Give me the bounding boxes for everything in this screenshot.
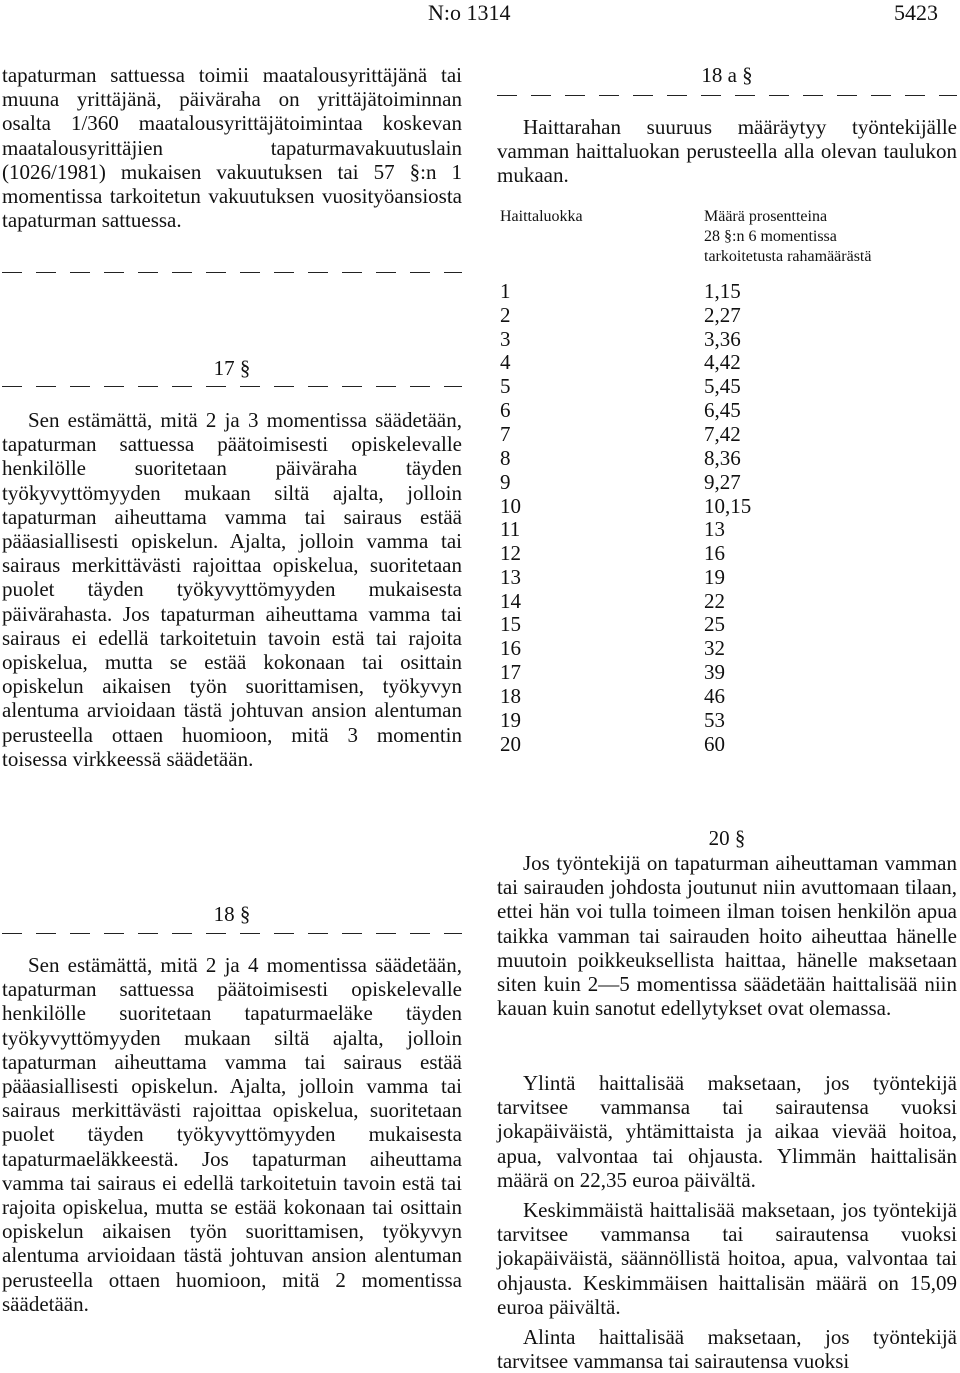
table-cell-amount: 2,27 bbox=[704, 303, 741, 327]
table-row bbox=[497, 684, 957, 708]
table-cell-amount: 1,15 bbox=[704, 279, 741, 303]
table-row bbox=[497, 446, 957, 470]
table-row bbox=[497, 374, 957, 398]
table-row bbox=[497, 541, 957, 565]
section-17-text: Sen estämättä, mitä 2 ja 3 momentissa säädetään, tapaturman sattuessa päätoimisesti opiskelevalle henkilölle suoritetaan päiväraha täyden työkyvyttömyyden mukaan siltä ajalta, jolloin tapaturman aiheuttama vamma tai sairaus estää pääasiallisesti opiskelun. Ajalta, jolloin vamma tai sairaus merkittävästi rajoittaa opiskelua, suoritetaan puolet täyden työkyvyttömyyden mukaisesta päivärahasta. Jos tapaturman aiheuttama vamma tai sairaus ei edellä tarkoitetuin tavoin estä tai rajoita opiskelua, mutta se estää kokonaan tai osittain opiskelun aikaisen työn suorittamisen, työkyvyn alentuma arvioidaan tästä johtuvan ansion alentuman perusteella ottaen huomioon, mitä 3 momentin toisessa virkkeessä säädetään. bbox=[2, 408, 462, 771]
table-cell-amount: 7,42 bbox=[704, 422, 741, 446]
section-separator bbox=[497, 89, 957, 101]
table-row bbox=[497, 732, 957, 756]
table-cell-amount: 46 bbox=[704, 684, 725, 708]
table-row bbox=[497, 327, 957, 351]
table-cell-amount: 25 bbox=[704, 612, 725, 636]
table-cell-class: 1 bbox=[500, 279, 511, 303]
table-cell-amount: 16 bbox=[704, 541, 725, 565]
section-20-title: 20 § bbox=[708, 826, 746, 850]
table-cell-class: 2 bbox=[500, 303, 511, 327]
section-20-paragraph-2: Ylintä haittalisää maksetaan, jos työntekijä tarvitsee vammansa tai sairautensa vuoksi jokapäiväistä, yhtämittaista ja aikaa vievää hoitoa, apua, valvontaa tai ohjausta. Ylimmän haittalisän määrä on 22,35 euroa päivältä. bbox=[497, 1071, 957, 1192]
table-row bbox=[497, 565, 957, 589]
table-cell-class: 7 bbox=[500, 422, 511, 446]
section-20-paragraph-1: Jos työntekijä on tapaturman aiheuttaman vamman tai sairauden johdosta joutunut niin avuttomaan tilaan, ettei hän voi tulla toimeen ilman toisen henkilön apua taikka vamman tai sairauden hoito aiheuttaa hänelle muutoin poikkeuksellista haittaa, hänelle maksetaan siten kuin 2—5 momentissa säädetään haittalisää niin kauan kuin sanotut edellytykset ovat olemassa. bbox=[497, 851, 957, 1021]
section-separator bbox=[2, 927, 462, 939]
table-cell-class: 3 bbox=[500, 327, 511, 351]
table-cell-class: 13 bbox=[500, 565, 521, 589]
table-row bbox=[497, 398, 957, 422]
table-row bbox=[497, 470, 957, 494]
table-cell-amount: 60 bbox=[704, 732, 725, 756]
table-cell-amount: 32 bbox=[704, 636, 725, 660]
table-row bbox=[497, 350, 957, 374]
table-cell-amount: 10,15 bbox=[704, 494, 752, 518]
table-header-class: Haittaluokka bbox=[500, 208, 583, 225]
section-20-paragraph-3: Keskimmäistä haittalisää maksetaan, jos työntekijä tarvitsee vammansa tai sairautensa vuoksi jokapäiväistä, säännöllistä hoitoa, apua, valvontaa tai ohjausta. Keskimmäisen haittalisän määrä on 15,09 euroa päivältä. bbox=[497, 1198, 957, 1319]
table-row bbox=[497, 517, 957, 541]
table-cell-amount: 22 bbox=[704, 589, 725, 613]
table-header-amount: tarkoitetusta rahamäärästä bbox=[704, 248, 872, 265]
table-cell-class: 17 bbox=[500, 660, 521, 684]
table-cell-class: 18 bbox=[500, 684, 521, 708]
table-cell-amount: 53 bbox=[704, 708, 725, 732]
table-cell-amount: 4,42 bbox=[704, 350, 741, 374]
table-cell-amount: 8,36 bbox=[704, 446, 741, 470]
document-number: N:o 1314 bbox=[428, 0, 511, 25]
table-cell-class: 10 bbox=[500, 494, 521, 518]
section-separator bbox=[2, 266, 462, 278]
table-cell-class: 12 bbox=[500, 541, 521, 565]
table-row bbox=[497, 589, 957, 613]
section-18-title: 18 § bbox=[213, 902, 251, 926]
table-cell-class: 20 bbox=[500, 732, 521, 756]
table-header-amount: 28 §:n 6 momentissa bbox=[704, 228, 837, 245]
table-cell-class: 11 bbox=[500, 517, 521, 541]
table-row bbox=[497, 636, 957, 660]
table-cell-amount: 13 bbox=[704, 517, 725, 541]
table-cell-amount: 9,27 bbox=[704, 470, 741, 494]
section-18a-title: 18 a § bbox=[701, 63, 753, 87]
intro-paragraph: tapaturman sattuessa toimii maatalousyrittäjänä tai muuna yrittäjänä, päiväraha on yrittäjätoiminnan osalta 1/360 maatalousyrittäjätoimintaa koskevan maatalousyrittäjien tapaturmavakuutuslain (1026/1981) mukaisen vakuutuksen tai 57 §:n 1 momentissa tarkoitetun vakuutuksen vuosityöansiosta tapaturman sattuessa. bbox=[2, 63, 462, 233]
page-number: 5423 bbox=[894, 0, 938, 25]
table-cell-class: 15 bbox=[500, 612, 521, 636]
table-header-amount: Määrä prosentteina bbox=[704, 208, 828, 225]
table-cell-amount: 5,45 bbox=[704, 374, 741, 398]
section-18a-text: Haittarahan suuruus määräytyy työntekijälle vamman haittaluokan perusteella alla olevan taulukon mukaan. bbox=[497, 115, 957, 188]
section-20-paragraph-4: Alinta haittalisää maksetaan, jos työntekijä tarvitsee vammansa tai sairautensa vuoksi bbox=[497, 1325, 957, 1373]
table-cell-class: 4 bbox=[500, 350, 511, 374]
table-cell-class: 8 bbox=[500, 446, 511, 470]
table-cell-class: 5 bbox=[500, 374, 511, 398]
table-cell-amount: 39 bbox=[704, 660, 725, 684]
table-cell-class: 9 bbox=[500, 470, 511, 494]
table-row bbox=[497, 303, 957, 327]
section-17-title: 17 § bbox=[213, 356, 251, 380]
table-cell-class: 6 bbox=[500, 398, 511, 422]
table-row bbox=[497, 494, 957, 518]
section-separator bbox=[2, 380, 462, 392]
table-row bbox=[497, 279, 957, 303]
table-row bbox=[497, 660, 957, 684]
table-cell-class: 19 bbox=[500, 708, 521, 732]
table-cell-class: 16 bbox=[500, 636, 521, 660]
table-row bbox=[497, 612, 957, 636]
table-row bbox=[497, 422, 957, 446]
table-cell-amount: 19 bbox=[704, 565, 725, 589]
table-cell-amount: 6,45 bbox=[704, 398, 741, 422]
table-row bbox=[497, 708, 957, 732]
table-cell-amount: 3,36 bbox=[704, 327, 741, 351]
section-18-text: Sen estämättä, mitä 2 ja 4 momentissa säädetään, tapaturman sattuessa päätoimisesti opiskelevalle henkilölle suoritetaan tapaturmaeläke täyden työkyvyttömyyden mukaan siltä ajalta, jolloin tapaturman aiheuttama vamma tai sairaus estää pääasiallisesti opiskelun. Ajalta, jolloin vamma tai sairaus merkittävästi rajoittaa opiskelua, suoritetaan puolet täyden työkyvyttömyyden mukaisesta tapaturmaeläkkeestä. Jos tapaturman aiheuttama vamma tai sairaus ei edellä tarkoitetuin tavoin estä tai rajoita opiskelua, mutta se estää kokonaan tai osittain opiskelun aikaisen työn suorittamisen, työkyvyn alentuma arvioidaan tästä johtuvan ansion alentuman perusteella ottaen huomioon, mitä 2 momentissa säädetään. bbox=[2, 953, 462, 1316]
table-cell-class: 14 bbox=[500, 589, 521, 613]
